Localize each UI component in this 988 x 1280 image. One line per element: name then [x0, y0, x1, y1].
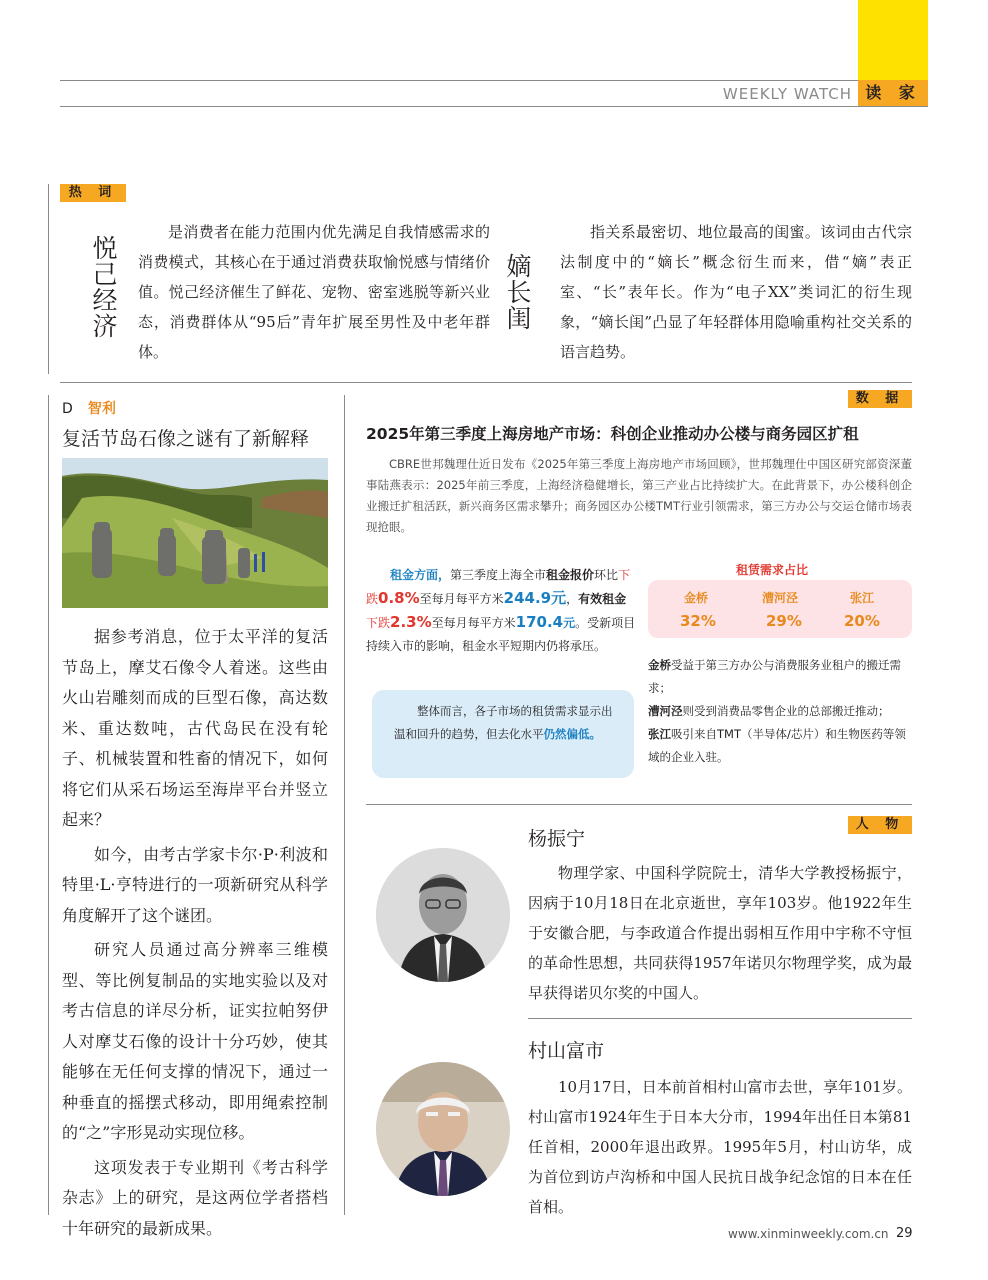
zhili-paragraph-3: 研究人员通过高分辨率三维模型、等比例复制品的实地实验以及对考古信息的详尽分析，证实拉帕努伊人对摩艾石像的设计十分巧妙，使其能够在无任何支撑的情况下，通过一种垂直的摇摆式移动，即用绳索控制的“之”字形晃动实现位移。: [62, 940, 328, 1142]
people-divider: [528, 1018, 912, 1019]
center-column-rule: [344, 395, 345, 1215]
people-badge: 人 物: [848, 816, 912, 834]
murayama-portrait: [376, 1062, 510, 1196]
data-title: 2025年第三季度上海房地产市场：科创企业推动办公楼与商务园区扩租: [366, 425, 859, 443]
weekly-watch-label: WEEKLY WATCH: [722, 85, 852, 103]
note-jinqiao: 金桥受益于第三方办公与消费服务业租户的搬迁需求；: [648, 658, 901, 695]
hot-words-bottom-rule: [60, 382, 912, 383]
zhili-article: [62, 622, 328, 1244]
zhili-paragraph-2: 如今，由考古学家卡尔·P·利波和特里·L·亨特进行的一项新研究从科学角度解开了这个谜团。: [62, 844, 328, 925]
person-text-yang: 物理学家、中国科学院院士，清华大学教授杨振宁，因病于10月18日在北京逝世，享年103岁。他1922年生于安徽合肥，与李政道合作提出弱相互作用中宇称不守恒的革命性思想，共同获得1957年诺贝尔物理学奖，成为最早获得诺贝尔奖的中国人。: [528, 864, 912, 1002]
ratio-value-caohejing: 29%: [766, 612, 802, 630]
ratio-name-caohejing: 漕河泾: [762, 591, 799, 605]
ratio-name-zhangjiang: 张江: [850, 591, 875, 605]
person-text-murayama: 10月17日，日本前首相村山富市去世，享年101岁。村山富市1924年生于日本大分市，1994年出任日本第81任首相，2000年退出政界。1995年5月，村山访华，成为首位到访卢沟桥和中国人民抗日战争纪念馆的日本在任首相。: [528, 1078, 912, 1216]
person-name-murayama: 村山富市: [528, 1040, 605, 1062]
person-name-yang: 杨振宁: [528, 828, 586, 850]
data-intro: CBRE世邦魏理仕近日发布《2025年第三季度上海房地产市场回顾》，世邦魏理仕中国区研究部资深董事陆燕表示：2025年前三季度，上海经济稳健增长，第三产业占比持续扩大。在此背景下，办公楼科创企业搬迁扩租活跃，新兴商务区需求攀升；商务园区办公楼TMT行业引领需求，第三方办公与交运仓储市场表现抢眼。: [366, 457, 912, 534]
note-caohejing: 漕河泾则受到消费品零售企业的总部搬迁推动；: [648, 704, 890, 718]
zhili-paragraph-4: 这项发表于专业期刊《考古科学杂志》上的研究，是这两位学者搭档十年研究的最新成果。: [62, 1157, 328, 1238]
header-top-rule: [60, 80, 928, 81]
section-label: 读 家: [858, 80, 928, 106]
summary-text: 整体而言，各子市场的租赁需求显示出温和回升的趋势，但去化水平仍然偏低。: [394, 704, 613, 741]
yang-portrait: [376, 848, 510, 982]
hot-words-badge: 热 词: [60, 184, 126, 202]
ratio-title: 租赁需求占比: [736, 563, 809, 577]
page-number: 29: [896, 1226, 913, 1241]
rent-paragraph: 租金方面，第三季度上海全市租金报价环比下跌0.8%至每月每平方米244.9元，有效租金下跌2.3%至每月每平方米170.4元。受新项目持续入市的影响，租金水平短期内仍将承压。: [366, 568, 636, 653]
hot-word-title-2: 嫡 长 闺: [506, 252, 532, 333]
hot-word-text-2: 指关系最密切、地位最高的闺蜜。该词由古代宗法制度中的“嫡长”概念衍生而来，借“嫡”表正室、“长”表年长。作为“电子XX”类词汇的衍生现象，“嫡长闺”凸显了年轻群体用隐喻重构社交关系的语言趋势。: [560, 223, 912, 361]
hot-word-text-1: 是消费者在能力范围内优先满足自我情感需求的消费模式，其核心在于通过消费获取愉悦感与情绪价值。悦己经济催生了鲜花、宠物、密室逃脱等新兴业态，消费群体从“95后”青年扩展至男性及中老年群体。: [138, 223, 490, 361]
data-badge: 数 据: [848, 390, 912, 408]
zhili-title: 复活节岛石像之谜有了新解释: [62, 428, 310, 450]
zhili-tag: [62, 398, 116, 418]
data-bottom-rule: [366, 804, 912, 805]
hot-words-left-rule: [48, 184, 49, 374]
header-color-tab: [858, 0, 928, 80]
left-column-rule: [48, 395, 49, 1215]
zhili-paragraph-1: 据参考消息，位于太平洋的复活节岛上，摩艾石像令人着迷。这些由火山岩雕刻而成的巨型石像，高达数米、重达数吨，古代岛民在没有轮子、机械装置和牲畜的情况下，如何将它们从采石场运至海岸平台并竖立起来？: [62, 627, 328, 829]
summary-box: [372, 690, 634, 778]
header-bottom-rule: [60, 106, 928, 107]
easter-island-photo: [62, 458, 328, 608]
zhili-tag-country: 智利: [87, 401, 116, 417]
zhili-tag-letter: D: [62, 401, 73, 417]
ratio-name-jinqiao: 金桥: [684, 591, 709, 605]
ratio-box: [648, 580, 912, 638]
hot-word-title-1: 悦 己 经 济: [92, 234, 118, 341]
ratio-value-zhangjiang: 20%: [844, 612, 880, 630]
ratio-value-jinqiao: 32%: [680, 612, 716, 630]
footer-url: www.xinminweekly.com.cn: [728, 1227, 889, 1241]
ratio-notes: [648, 654, 912, 769]
note-zhangjiang: 张江吸引来自TMT（半导体/芯片）和生物医药等领域的企业入驻。: [648, 727, 906, 764]
